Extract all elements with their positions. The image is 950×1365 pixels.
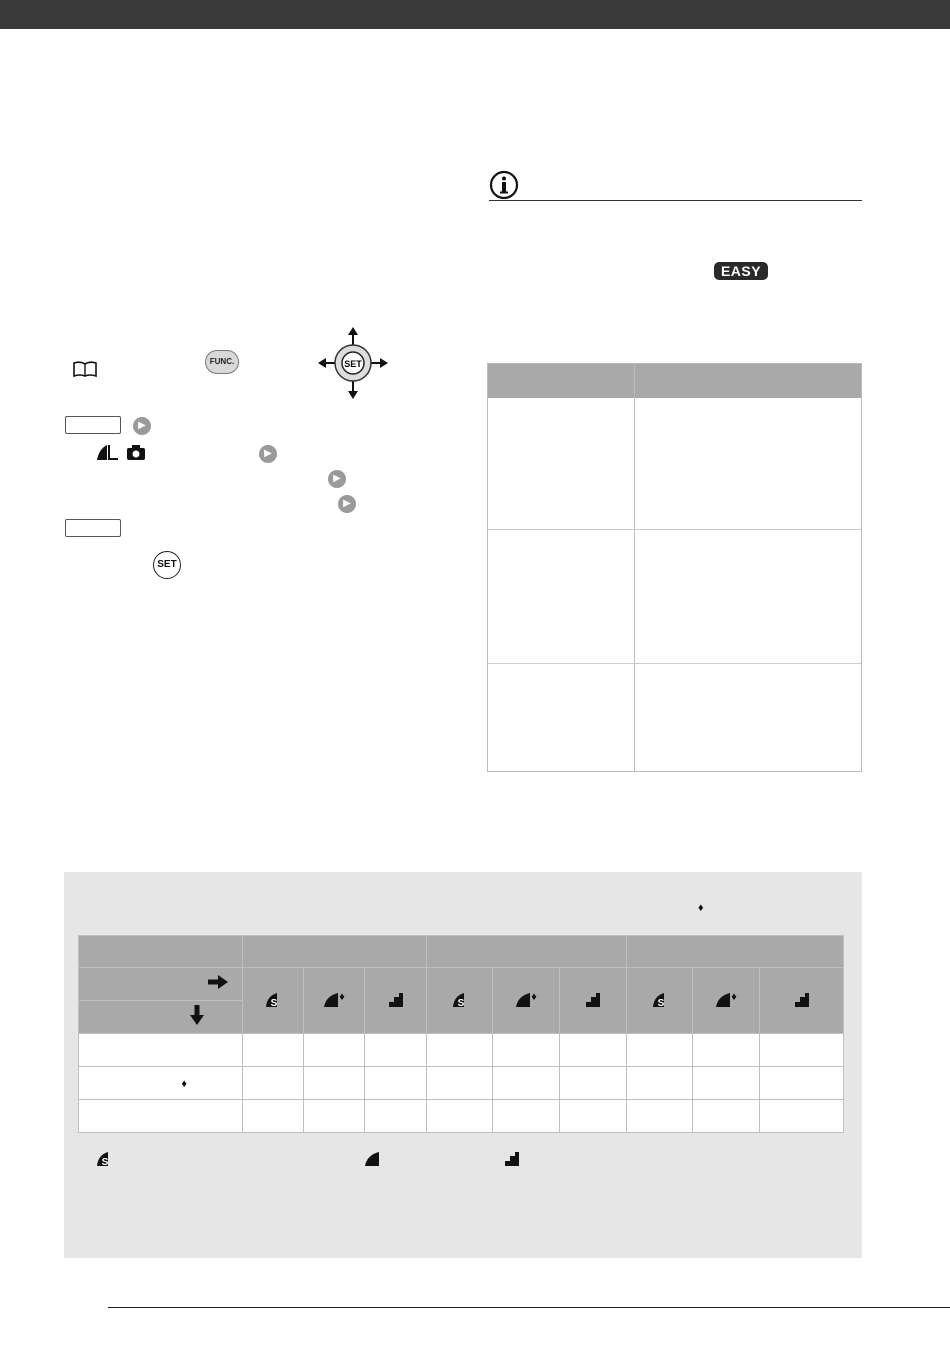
svg-text:S: S <box>657 998 664 1009</box>
table-cell <box>760 1034 844 1067</box>
table-cell <box>560 1067 627 1100</box>
table-cell <box>560 1100 627 1133</box>
table-cell <box>365 1034 427 1067</box>
table-cell <box>304 1067 365 1100</box>
image-count-table <box>78 935 844 1133</box>
mode-table <box>487 363 862 772</box>
diamond-mark: ♦ <box>531 990 537 1003</box>
table-cell <box>365 1100 427 1133</box>
table-cell <box>760 1067 844 1100</box>
table-cell <box>365 1067 427 1100</box>
menu-button-outline <box>65 416 121 434</box>
diamond-mark: ♦ <box>698 902 704 914</box>
table-cell <box>427 1067 493 1100</box>
table-header-cell <box>243 936 427 968</box>
svg-text:S: S <box>457 998 464 1009</box>
mode-table-header <box>488 364 861 398</box>
table-cell <box>493 1067 560 1100</box>
svg-text:S: S <box>101 1157 109 1167</box>
quality-row-header <box>79 968 243 1001</box>
down-arrow-icon <box>190 1005 204 1025</box>
mode-table-row-divider <box>488 663 861 664</box>
table-cell <box>243 1034 304 1067</box>
joystick-icon <box>318 327 388 399</box>
arrow-circle-icon: ▶ <box>328 470 346 488</box>
table-cell <box>243 1100 304 1133</box>
fine-quality-icon <box>693 968 760 1034</box>
table-cell <box>560 1034 627 1067</box>
fine-quality-icon <box>493 968 560 1034</box>
mode-table-divider <box>634 364 635 771</box>
table-cell <box>627 1067 693 1100</box>
header-bar <box>0 0 950 29</box>
normal-quality-icon <box>560 968 627 1034</box>
normal-quality-icon <box>760 968 844 1034</box>
diamond-mark: ♦ <box>731 990 737 1003</box>
superfine-quality-icon <box>627 968 693 1034</box>
arrow-circle-icon: ▶ <box>338 495 356 513</box>
superfine-quality-icon <box>96 1151 112 1167</box>
svg-text:S: S <box>270 998 278 1009</box>
table-cell <box>627 1034 693 1067</box>
table-row-header <box>79 1100 243 1133</box>
fine-quality-icon <box>364 1151 380 1167</box>
table-row-header <box>79 1067 243 1100</box>
fine-quality-icon <box>304 968 365 1034</box>
menu-button-outline <box>65 519 121 537</box>
table-cell <box>693 1100 760 1133</box>
superfine-quality-icon <box>243 968 304 1034</box>
table-cell <box>693 1034 760 1067</box>
table-cell <box>493 1034 560 1067</box>
size-column-header <box>79 1001 243 1034</box>
table-header-cell <box>627 936 844 968</box>
set-button-icon: SET <box>153 551 181 579</box>
table-cell <box>427 1100 493 1133</box>
func-button-icon: FUNC. <box>205 350 239 374</box>
table-header-cell <box>79 936 243 968</box>
table-cell <box>427 1034 493 1067</box>
easy-mode-badge: EASY <box>714 262 768 280</box>
arrow-circle-icon: ▶ <box>133 417 151 435</box>
table-header-cell <box>427 936 627 968</box>
svg-text:SET: SET <box>344 359 362 369</box>
right-arrow-icon <box>208 975 228 989</box>
table-cell <box>493 1100 560 1133</box>
diamond-mark: ♦ <box>339 990 345 1003</box>
table-cell <box>304 1034 365 1067</box>
info-icon <box>489 170 519 200</box>
book-icon <box>72 360 98 378</box>
arrow-circle-icon: ▶ <box>259 445 277 463</box>
table-row-header <box>79 1034 243 1067</box>
footer-rule <box>108 1307 950 1308</box>
table-cell <box>760 1100 844 1133</box>
superfine-quality-icon <box>427 968 493 1034</box>
table-cell <box>693 1067 760 1100</box>
normal-quality-icon <box>504 1151 520 1167</box>
table-cell <box>627 1100 693 1133</box>
mode-table-row-divider <box>488 529 861 530</box>
notes-rule <box>489 200 862 201</box>
still-image-quality-icon <box>95 443 147 461</box>
table-cell <box>243 1067 304 1100</box>
table-cell <box>304 1100 365 1133</box>
diamond-mark: ♦ <box>181 1078 187 1090</box>
normal-quality-icon <box>365 968 427 1034</box>
